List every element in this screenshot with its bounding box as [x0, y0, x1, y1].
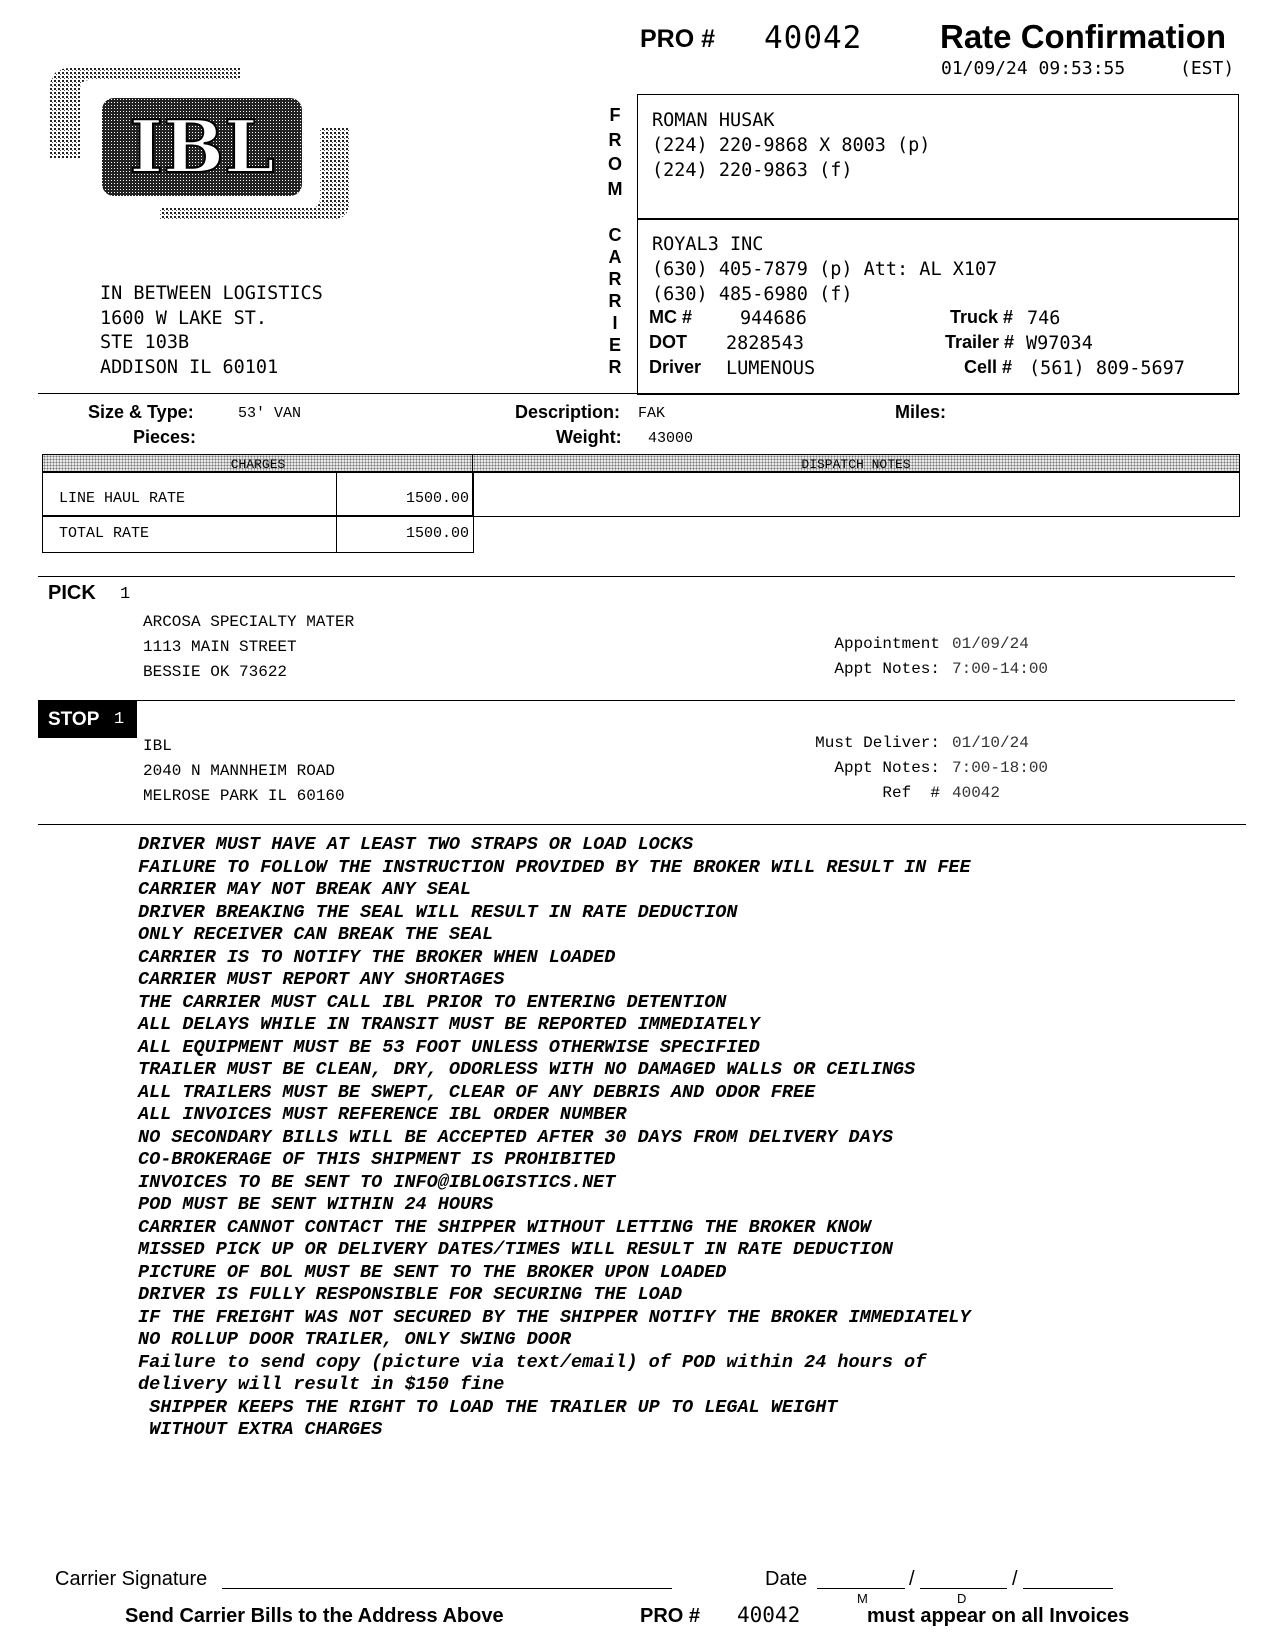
- cell-label: Cell #: [964, 357, 1013, 377]
- from-phone: (224) 220-9868 X 8003 (p): [652, 135, 931, 156]
- carrier-info: [652, 232, 997, 307]
- description-value: FAK: [638, 405, 666, 422]
- footer-pro-number: 40042: [737, 1603, 801, 1627]
- stop-divider: [38, 700, 1235, 701]
- miles-label: Miles:: [895, 402, 947, 422]
- ibl-logo: [50, 68, 355, 220]
- truck-label: Truck #: [950, 307, 1014, 327]
- term-line: WITHOUT EXTRA CHARGES: [138, 1419, 383, 1440]
- pick-appointment: 01/09/24: [952, 635, 1029, 653]
- term-line: CO-BROKERAGE OF THIS SHIPMENT IS PROHIBITED: [138, 1149, 616, 1170]
- charge-label-line-haul: LINE HAUL RATE: [59, 490, 186, 507]
- pick-name: ARCOSA SPECIALTY MATER: [143, 613, 355, 631]
- stop-city: MELROSE PARK IL 60160: [143, 787, 345, 805]
- company-address: [100, 282, 323, 380]
- dispatch-notes-body: [472, 471, 1240, 517]
- term-line: ONLY RECEIVER CAN BREAK THE SEAL: [138, 924, 494, 945]
- pro-label: PRO #: [640, 25, 716, 53]
- stop-number: 1: [114, 710, 125, 729]
- date-year-line[interactable]: [1023, 1588, 1113, 1589]
- pick-appt-notes: 7:00-14:00: [952, 660, 1049, 678]
- term-line: INVOICES TO BE SENT TO INFO@IBLOGISTICS.NET: [138, 1171, 616, 1193]
- company-city: ADDISON IL 60101: [100, 356, 279, 378]
- from-vertical-label: F R O M: [607, 105, 623, 199]
- weight-value: 43000: [648, 430, 694, 447]
- pick-label: PICK: [48, 582, 96, 604]
- terms-list: [138, 834, 971, 1442]
- carrier-mc-label: MC #: [649, 307, 693, 327]
- charge-label-total: TOTAL RATE: [59, 525, 150, 542]
- pick-divider: [38, 576, 1235, 577]
- stop-street: 2040 N MANNHEIM ROAD: [143, 762, 336, 780]
- carrier-phone: (630) 405-7879 (p) Att: AL X107: [652, 259, 998, 280]
- pick-appointment-label: Appointment: [834, 635, 940, 653]
- svg-text:IBL: IBL: [129, 104, 275, 189]
- term-line: ALL INVOICES MUST REFERENCE IBL ORDER NUMBER: [138, 1104, 627, 1125]
- carrier-signature-line[interactable]: [222, 1588, 672, 1589]
- weight-label: Weight:: [556, 427, 622, 447]
- date-day-hint: D: [957, 1591, 967, 1606]
- company-street: 1600 W LAKE ST.: [100, 307, 268, 329]
- term-line: PICTURE OF BOL MUST BE SENT TO THE BROKER UPON LOADED: [138, 1261, 727, 1283]
- term-line: DRIVER BREAKING THE SEAL WILL RESULT IN RATE DEDUCTION: [138, 901, 738, 923]
- pieces-label: Pieces:: [133, 427, 197, 447]
- pick-street: 1113 MAIN STREET: [143, 638, 297, 656]
- pick-appt-notes-label: Appt Notes:: [834, 660, 940, 678]
- size-type-label: Size & Type:: [88, 402, 194, 422]
- company-suite: STE 103B: [100, 332, 190, 353]
- carrier-driver: LUMENOUS: [726, 358, 816, 379]
- term-line: Failure to send copy (picture via text/email) of POD within 24 hours of: [138, 1351, 927, 1373]
- carrier-driver-label: Driver: [649, 357, 702, 377]
- charge-amount-total: 1500.00: [405, 525, 469, 542]
- term-line: DRIVER IS FULLY RESPONSIBLE FOR SECURING THE LOAD: [138, 1284, 682, 1305]
- term-line: TRAILER MUST BE CLEAN, DRY, ODORLESS WITH NO DAMAGED WALLS OR CEILINGS: [138, 1059, 916, 1080]
- notes-divider: [38, 824, 1246, 825]
- date-separator: /: [909, 1568, 915, 1590]
- term-line: NO SECONDARY BILLS WILL BE ACCEPTED AFTER 30 DAYS FROM DELIVERY DAYS: [138, 1126, 893, 1148]
- term-line: THE CARRIER MUST CALL IBL PRIOR TO ENTERING DETENTION: [138, 991, 727, 1013]
- from-name: ROMAN HUSAK: [652, 110, 775, 131]
- charges-header-label: CHARGES: [230, 457, 286, 472]
- stop-appt-notes: 7:00-18:00: [952, 759, 1049, 777]
- term-line: CARRIER CANNOT CONTACT THE SHIPPER WITHOUT LETTING THE BROKER KNOW: [138, 1216, 871, 1238]
- term-line: DRIVER MUST HAVE AT LEAST TWO STRAPS OR LOAD LOCKS: [138, 834, 694, 855]
- stop-badge: [38, 701, 137, 738]
- term-line: NO ROLLUP DOOR TRAILER, ONLY SWING DOOR: [138, 1329, 571, 1350]
- pro-number: 40042: [764, 20, 863, 56]
- carrier-fax: (630) 485-6980 (f): [652, 284, 853, 305]
- term-line: SHIPPER KEEPS THE RIGHT TO LOAD THE TRAILER UP TO LEGAL WEIGHT: [138, 1396, 838, 1418]
- term-line: ALL TRAILERS MUST BE SWEPT, CLEAR OF ANY DEBRIS AND ODOR FREE: [138, 1081, 816, 1103]
- dispatch-notes-header-label: DISPATCH NOTES: [801, 457, 911, 472]
- carrier-vertical-label: C A R R I E R: [608, 225, 622, 377]
- ref-label: Ref #: [882, 784, 940, 802]
- date-label: Date: [765, 1568, 808, 1590]
- size-type-value: 53' VAN: [238, 405, 302, 422]
- carrier-mc: 944686: [740, 308, 807, 329]
- date-month-line[interactable]: [817, 1588, 905, 1589]
- from-fax: (224) 220-9863 (f): [652, 160, 853, 181]
- date-separator: /: [1012, 1568, 1018, 1590]
- term-line: delivery will result in $150 fine: [138, 1374, 505, 1395]
- stop-address: [143, 734, 345, 809]
- pick-number: 1: [120, 585, 131, 604]
- must-appear-note: must appear on all Invoices: [867, 1605, 1130, 1627]
- page-title: Rate Confirmation: [940, 18, 1227, 55]
- from-info: [652, 108, 930, 183]
- carrier-dot-label: DOT: [649, 332, 687, 352]
- charge-amount-line-haul: 1500.00: [405, 490, 469, 507]
- carrier-dot: 2828543: [726, 333, 804, 354]
- trailer-label: Trailer #: [945, 332, 1015, 352]
- must-deliver-date: 01/10/24: [952, 734, 1029, 752]
- term-line: FAILURE TO FOLLOW THE INSTRUCTION PROVIDED BY THE BROKER WILL RESULT IN FEE: [138, 856, 971, 878]
- header-divider: [38, 393, 1240, 394]
- date-day-line[interactable]: [920, 1588, 1007, 1589]
- term-line: IF THE FREIGHT WAS NOT SECURED BY THE SHIPPER NOTIFY THE BROKER IMMEDIATELY: [138, 1306, 971, 1328]
- carrier-signature-label: Carrier Signature: [55, 1568, 208, 1590]
- term-line: ALL EQUIPMENT MUST BE 53 FOOT UNLESS OTHERWISE SPECIFIED: [138, 1036, 760, 1058]
- ibl-logo-graphic: [50, 68, 355, 220]
- cell-number: (561) 809-5697: [1029, 358, 1185, 379]
- pick-city: BESSIE OK 73622: [143, 663, 288, 681]
- must-deliver-label: Must Deliver:: [815, 734, 940, 752]
- term-line: CARRIER IS TO NOTIFY THE BROKER WHEN LOADED: [138, 946, 616, 968]
- carrier-name: ROYAL3 INC: [652, 234, 764, 255]
- company-name: IN BETWEEN LOGISTICS: [100, 283, 323, 304]
- term-line: ALL DELAYS WHILE IN TRANSIT MUST BE REPORTED IMMEDIATELY: [138, 1014, 760, 1035]
- term-line: CARRIER MAY NOT BREAK ANY SEAL: [138, 879, 472, 900]
- trailer-number: W97034: [1026, 333, 1093, 354]
- header-timezone: (EST): [1180, 58, 1235, 79]
- header-datetime: 01/09/24 09:53:55: [941, 58, 1126, 79]
- term-line: CARRIER MUST REPORT ANY SHORTAGES: [138, 969, 505, 990]
- pick-address: [143, 610, 354, 685]
- ref-number: 40042: [952, 784, 1001, 802]
- stop-appt-notes-label: Appt Notes:: [834, 759, 940, 777]
- date-month-hint: M: [857, 1591, 868, 1606]
- term-line: MISSED PICK UP OR DELIVERY DATES/TIMES WILL RESULT IN RATE DEDUCTION: [138, 1239, 893, 1260]
- truck-number: 746: [1027, 308, 1061, 329]
- send-bills-note: Send Carrier Bills to the Address Above: [125, 1605, 504, 1627]
- footer-pro-label: PRO #: [640, 1605, 701, 1627]
- stop-label: STOP: [48, 709, 100, 730]
- description-label: Description:: [515, 402, 621, 422]
- term-line: POD MUST BE SENT WITHIN 24 HOURS: [138, 1194, 494, 1215]
- stop-name: IBL: [143, 737, 172, 755]
